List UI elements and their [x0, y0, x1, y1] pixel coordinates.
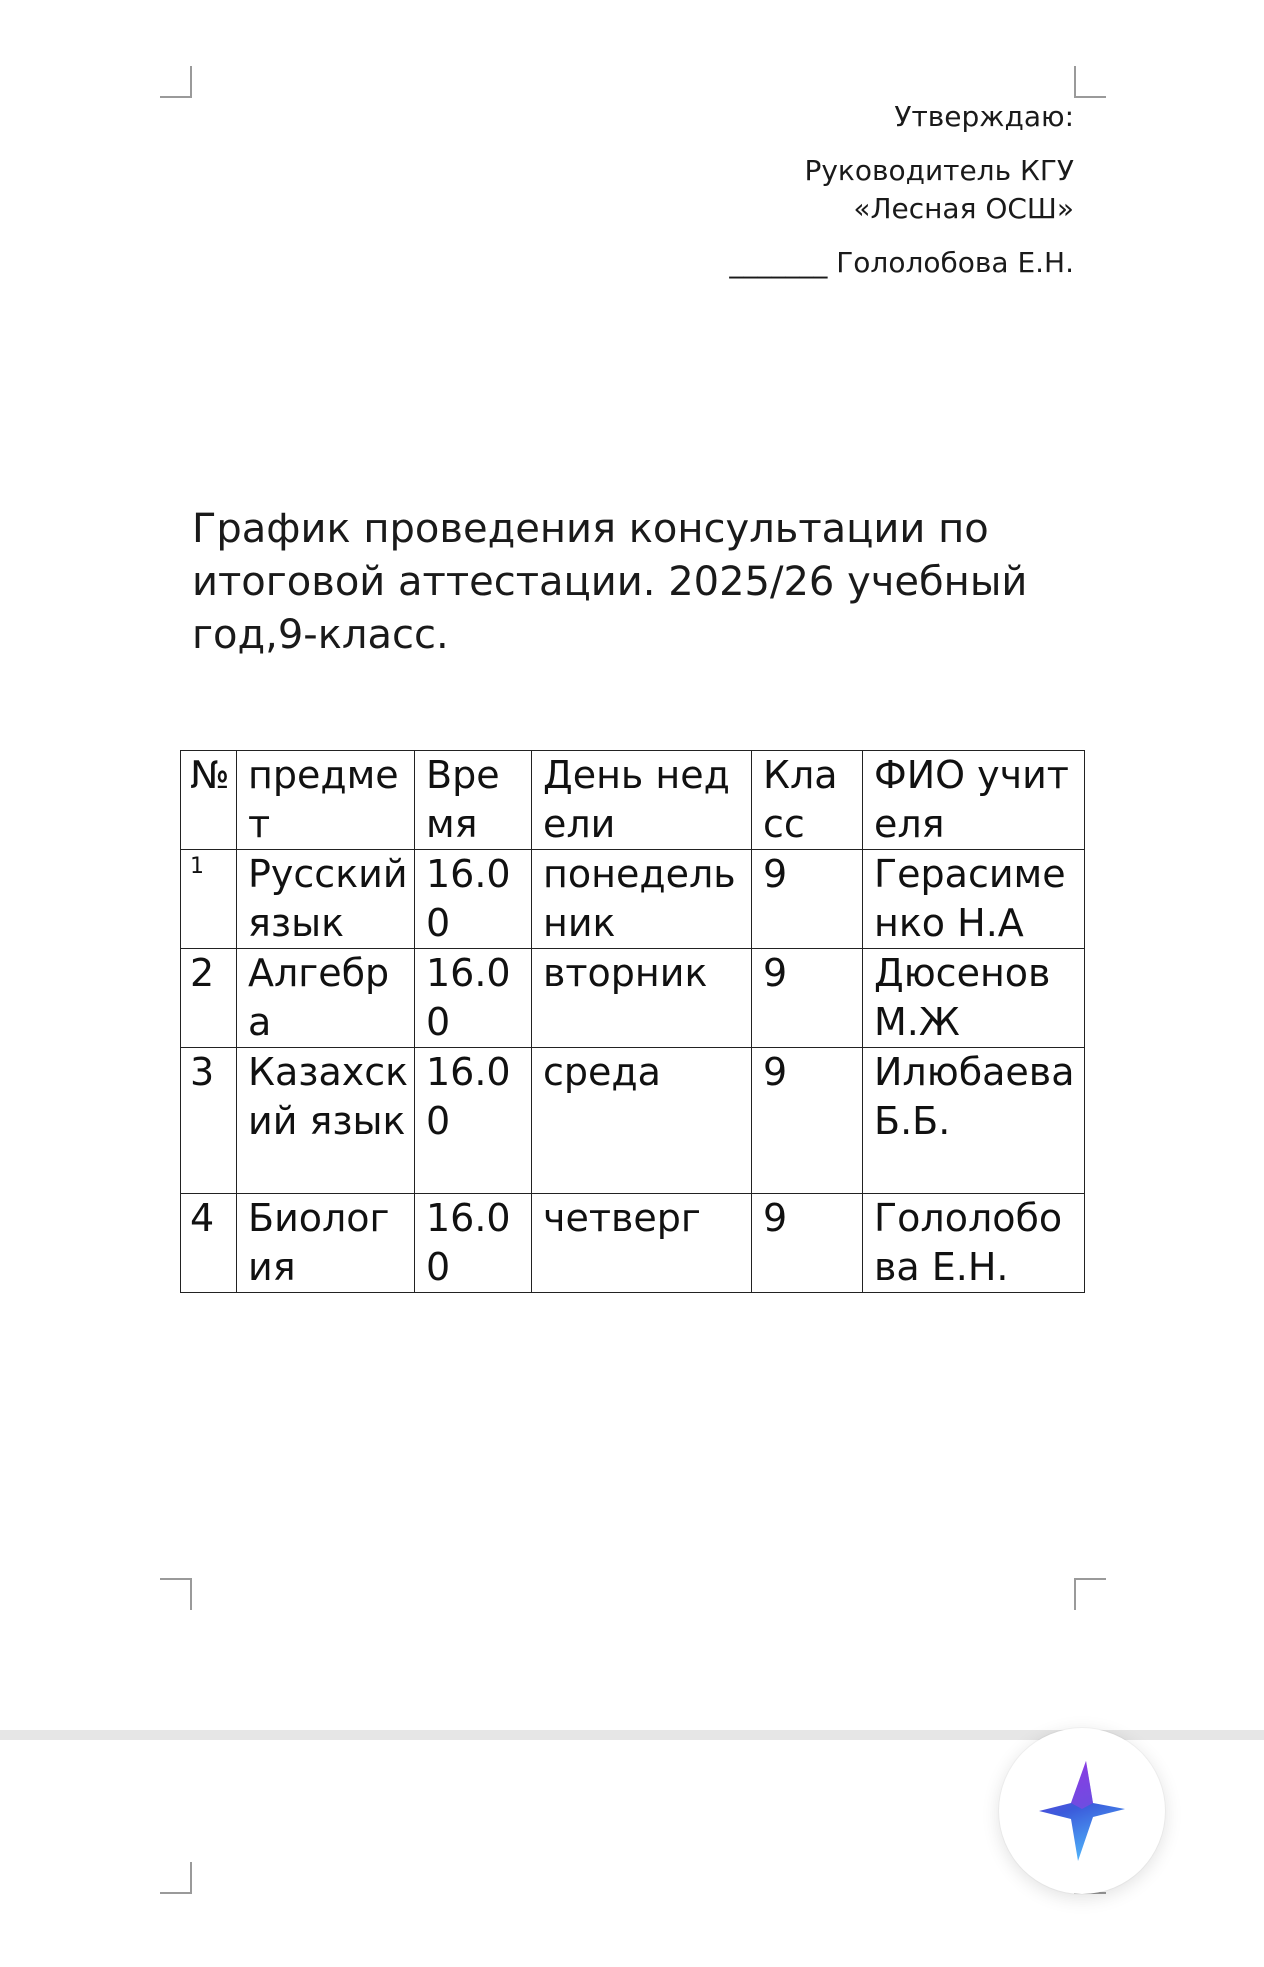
row-weekday: четверг	[532, 1194, 752, 1293]
row-time: 16.00	[415, 850, 532, 949]
page-margin-marker-top-left	[160, 66, 192, 98]
header-weekday: День недели	[532, 751, 752, 850]
row-time: 16.00	[415, 949, 532, 1048]
header-number: №	[181, 751, 237, 850]
row-teacher: Гололобова Е.Н.	[863, 1194, 1085, 1293]
header-class: Класс	[752, 751, 863, 850]
row-subject: Русский язык	[237, 850, 415, 949]
sparkle-star-icon	[1037, 1759, 1127, 1863]
table-row	[181, 1048, 1085, 1194]
page-margin-marker-bottom-right	[1074, 1578, 1106, 1610]
row-teacher: Дюсенов М.Ж	[863, 949, 1085, 1048]
row-weekday: вторник	[532, 949, 752, 1048]
approval-block	[729, 98, 1074, 282]
row-weekday: среда	[532, 1048, 752, 1194]
row-subject: Алгебра	[237, 949, 415, 1048]
row-number: 2	[181, 949, 237, 1048]
row-teacher: Илюбаева Б.Б.	[863, 1048, 1085, 1194]
document-title: График проведения консультации по итоговой аттестации. 2025/26 учебный год,9-класс.	[192, 506, 1028, 658]
approval-organization: «Лесная ОСШ»	[853, 192, 1074, 225]
row-time: 16.00	[415, 1194, 532, 1293]
row-number: 4	[181, 1194, 237, 1293]
row-class: 9	[752, 1048, 863, 1194]
row-class: 9	[752, 949, 863, 1048]
row-time: 16.00	[415, 1048, 532, 1194]
header-subject: предмет	[237, 751, 415, 850]
table-row	[181, 949, 1085, 1048]
row-teacher: Герасименко Н.А	[863, 850, 1085, 949]
row-weekday: понедельник	[532, 850, 752, 949]
row-number: 1	[181, 850, 237, 949]
row-number: 3	[181, 1048, 237, 1194]
row-subject: Биология	[237, 1194, 415, 1293]
approval-heading: Утверждаю:	[894, 100, 1074, 133]
page-margin-marker-top-left	[160, 1862, 192, 1894]
table-header-row	[181, 751, 1085, 850]
ai-assistant-button[interactable]	[999, 1728, 1165, 1894]
table-row	[181, 850, 1085, 949]
row-class: 9	[752, 1194, 863, 1293]
row-class: 9	[752, 850, 863, 949]
page-margin-marker-bottom-left	[160, 1578, 192, 1610]
page-margin-marker-top-right	[1074, 66, 1106, 98]
approval-position: Руководитель КГУ	[804, 154, 1074, 187]
table-row	[181, 1194, 1085, 1293]
header-teacher: ФИО учителя	[863, 751, 1085, 850]
header-time: Время	[415, 751, 532, 850]
approval-signature: _______ Гололобова Е.Н.	[729, 246, 1074, 279]
row-subject: Казахский язык	[237, 1048, 415, 1194]
schedule-table	[180, 750, 1085, 1293]
